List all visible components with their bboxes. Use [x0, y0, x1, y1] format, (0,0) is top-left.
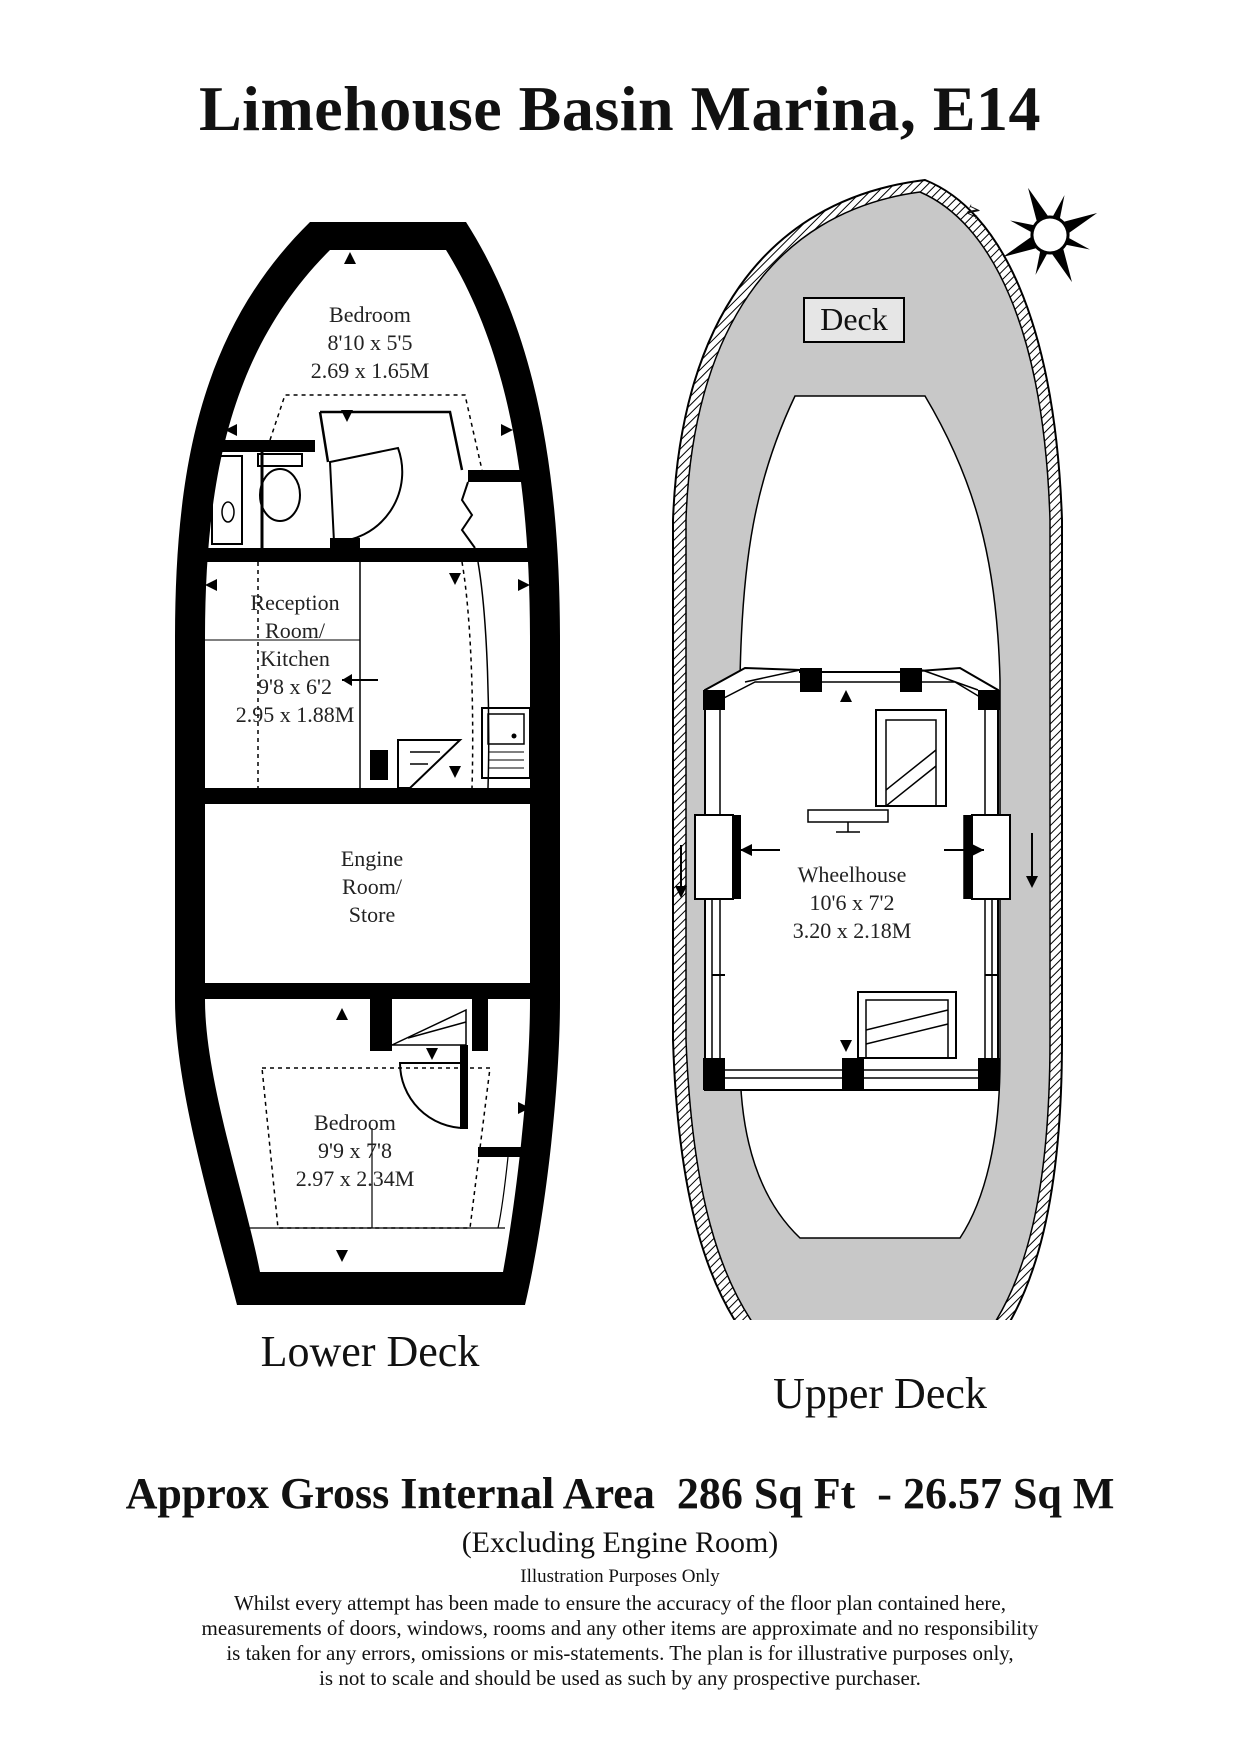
wall-closet-right — [468, 470, 530, 482]
room-dims-reception-imperial: 9'8 x 6'2 — [258, 674, 332, 699]
wall-bathroom-top — [205, 440, 315, 452]
room-label-reception-line1: Reception — [250, 590, 340, 615]
room-label-bedroom-2: Bedroom — [314, 1110, 396, 1135]
disclaimer-line: measurements of doors, windows, rooms and any other items are approximate and no responsibility — [201, 1616, 1039, 1640]
upper-deck-plan — [673, 180, 1062, 1320]
room-dims-reception-metric: 2.95 x 1.88M — [235, 702, 355, 727]
wall-bedroom2-side — [478, 1147, 530, 1157]
disclaimer-line: is taken for any errors, omissions or mis-statements. The plan is for illustrative purposes only, — [226, 1641, 1014, 1665]
room-label-wheelhouse: Wheelhouse — [797, 862, 907, 887]
wall-stair-left — [370, 999, 392, 1051]
lower-deck-plan — [175, 222, 560, 1305]
wheelhouse-door-right — [972, 815, 1010, 899]
area-exclusion-note: (Excluding Engine Room) — [461, 1526, 779, 1559]
room-dims-wheelhouse-imperial: 10'6 x 7'2 — [809, 890, 895, 915]
room-label-bedroom-1: Bedroom — [329, 302, 411, 327]
page-title: Limehouse Basin Marina, E14 — [198, 73, 1042, 144]
deck-label: Deck — [820, 301, 888, 337]
room-label-engine-line2: Room/ — [342, 874, 402, 899]
room-label-reception-line2: Room/ — [265, 618, 325, 643]
room-dims-bedroom-2-imperial: 9'9 x 7'8 — [318, 1138, 392, 1163]
disclaimer-line: is not to scale and should be used as such by any prospective purchaser. — [319, 1666, 921, 1690]
lower-deck-caption: Lower Deck — [260, 1327, 480, 1376]
room-label-engine-line3: Store — [348, 902, 396, 927]
wall-engine-top — [205, 788, 535, 804]
wall-engine-bottom — [205, 983, 535, 999]
compass-north-label: N — [963, 203, 985, 221]
room-dims-bedroom-2-metric: 2.97 x 2.34M — [295, 1166, 415, 1191]
room-dims-bedroom-1-metric: 2.69 x 1.65M — [310, 358, 430, 383]
illustration-note: Illustration Purposes Only — [520, 1566, 720, 1587]
gross-internal-area: Approx Gross Internal Area 286 Sq Ft - 26.57 Sq M — [125, 1469, 1115, 1518]
room-label-reception-line3: Kitchen — [260, 646, 330, 671]
wall-closet-lower — [452, 548, 532, 562]
wall-stair-right — [472, 999, 488, 1051]
disclaimer-line: Whilst every attempt has been made to ensure the accuracy of the floor plan contained here, — [233, 1591, 1006, 1615]
room-label-engine-line1: Engine — [340, 846, 404, 871]
wheelhouse-door-left — [695, 815, 733, 899]
upper-deck-caption: Upper Deck — [773, 1369, 987, 1418]
room-dims-bedroom-1-imperial: 8'10 x 5'5 — [327, 330, 413, 355]
room-dims-wheelhouse-metric: 3.20 x 2.18M — [792, 918, 912, 943]
stove — [370, 750, 388, 780]
disclaimer — [100, 1591, 1140, 1691]
